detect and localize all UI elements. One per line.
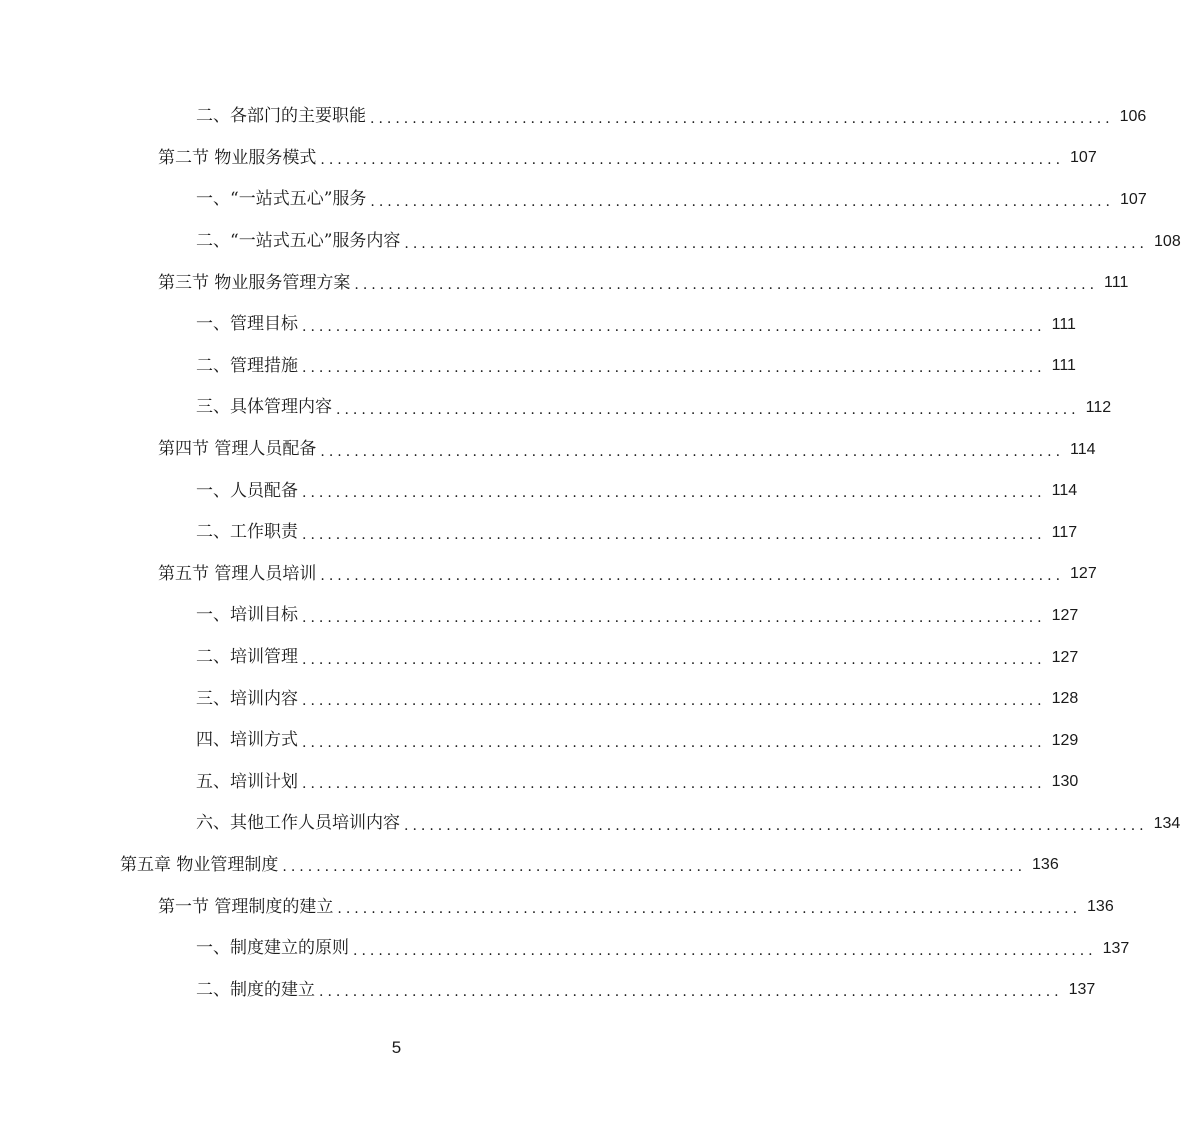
toc-entry[interactable]	[0, 304, 1076, 346]
toc-entry-title: 二、制度的建立	[196, 979, 315, 1000]
dot-leader: ........................................................................................	[320, 443, 1065, 460]
table-of-contents	[0, 96, 1181, 1011]
dot-leader: ........................................................................................	[320, 568, 1065, 585]
toc-entry-page: 117	[1051, 523, 1078, 541]
toc-entry-title: 第五章 物业管理制度	[120, 854, 279, 875]
toc-entry-title: 三、培训内容	[196, 688, 298, 709]
toc-entry-title: 三、具体管理内容	[196, 397, 332, 418]
dot-leader: ........................................................................................	[353, 942, 1097, 959]
toc-entry[interactable]	[0, 637, 1079, 679]
toc-entry-page: 136	[1032, 856, 1059, 874]
toc-entry-title: 二、管理措施	[196, 355, 298, 376]
toc-entry[interactable]	[0, 346, 1076, 388]
toc-entry-page: 111	[1051, 357, 1076, 375]
toc-entry-page: 129	[1051, 731, 1079, 749]
toc-entry[interactable]	[0, 969, 1096, 1011]
toc-entry-page: 127	[1070, 565, 1097, 583]
toc-entry-title: 四、培训方式	[196, 730, 298, 751]
dot-leader: ........................................................................................	[320, 152, 1065, 169]
dot-leader: ........................................................................................	[302, 734, 1046, 751]
toc-entry-page: 134	[1153, 814, 1181, 832]
toc-entry-title: 六、其他工作人员培训内容	[196, 813, 400, 834]
toc-entry[interactable]	[0, 762, 1079, 804]
toc-entry-page: 112	[1085, 398, 1112, 416]
toc-entry[interactable]	[0, 928, 1130, 970]
dot-leader: ........................................................................................	[337, 901, 1082, 918]
toc-entry-page: 111	[1051, 315, 1076, 333]
toc-entry-title: 第四节 管理人员配备	[158, 439, 317, 460]
toc-entry-page: 114	[1070, 440, 1096, 458]
dot-leader: ........................................................................................	[404, 817, 1148, 834]
toc-entry[interactable]	[0, 512, 1078, 554]
dot-leader: ........................................................................................	[302, 526, 1046, 543]
dot-leader: ........................................................................................	[404, 235, 1149, 252]
toc-entry-page: 128	[1051, 690, 1079, 708]
toc-entry[interactable]	[0, 720, 1079, 762]
toc-entry-page: 106	[1119, 107, 1147, 125]
toc-entry-title: 一、培训目标	[196, 605, 298, 626]
dot-leader: ........................................................................................	[302, 318, 1046, 335]
toc-entry-page: 130	[1051, 773, 1079, 791]
toc-entry-page: 136	[1087, 898, 1114, 916]
toc-entry-title: 第二节 物业服务模式	[158, 147, 317, 168]
toc-entry-title: 一、人员配备	[196, 480, 298, 501]
toc-entry[interactable]	[0, 803, 1181, 845]
toc-entry[interactable]	[0, 221, 1181, 263]
dot-leader: ........................................................................................	[370, 110, 1114, 127]
toc-entry[interactable]	[0, 886, 1114, 928]
toc-entry[interactable]	[0, 262, 1129, 304]
toc-entry-title: 一、管理目标	[196, 314, 298, 335]
toc-entry-page: 114	[1051, 482, 1078, 500]
toc-entry[interactable]	[0, 96, 1147, 138]
toc-entry-title: 第三节 物业服务管理方案	[158, 272, 351, 293]
toc-entry-title: 一、制度建立的原则	[196, 938, 349, 959]
toc-entry-title: 二、“一站式五心”服务内容	[196, 231, 401, 252]
toc-entry-title: 二、培训管理	[196, 647, 298, 668]
toc-entry[interactable]	[0, 678, 1079, 720]
toc-entry-page: 107	[1120, 190, 1147, 208]
dot-leader: ........................................................................................	[302, 693, 1046, 710]
toc-entry-title: 二、各部门的主要职能	[196, 106, 366, 127]
toc-entry[interactable]	[0, 845, 1059, 887]
dot-leader: ........................................................................................	[336, 401, 1080, 418]
dot-leader: ........................................................................................	[302, 609, 1046, 626]
toc-entry[interactable]	[0, 179, 1147, 221]
toc-entry[interactable]	[0, 470, 1078, 512]
toc-entry-title: 第五节 管理人员培训	[158, 563, 317, 584]
toc-entry-page: 107	[1070, 149, 1097, 167]
toc-entry-title: 二、工作职责	[196, 522, 298, 543]
dot-leader: ........................................................................................	[319, 984, 1063, 1001]
toc-entry-title: 第一节 管理制度的建立	[158, 896, 334, 917]
dot-leader: ........................................................................................	[302, 776, 1046, 793]
toc-entry[interactable]	[0, 387, 1112, 429]
dot-leader: ........................................................................................	[302, 651, 1046, 668]
toc-entry-page: 108	[1154, 232, 1181, 250]
toc-entry-page: 137	[1068, 981, 1096, 999]
toc-entry-page: 137	[1102, 939, 1130, 957]
toc-entry[interactable]	[0, 595, 1079, 637]
toc-entry-title: 五、培训计划	[196, 771, 298, 792]
page-number: 5	[391, 1038, 402, 1057]
dot-leader: ........................................................................................	[370, 193, 1115, 210]
toc-entry-page: 111	[1104, 274, 1129, 292]
toc-entry-page: 127	[1051, 606, 1079, 624]
toc-entry[interactable]	[0, 429, 1096, 471]
dot-leader: ........................................................................................	[282, 859, 1027, 876]
toc-entry[interactable]	[0, 554, 1097, 596]
toc-entry-page: 127	[1051, 648, 1079, 666]
dot-leader: ........................................................................................	[302, 360, 1046, 377]
dot-leader: ........................................................................................	[302, 485, 1046, 502]
toc-entry[interactable]	[0, 138, 1097, 180]
toc-entry-title: 一、“一站式五心”服务	[196, 189, 367, 210]
dot-leader: ........................................................................................	[354, 277, 1099, 294]
